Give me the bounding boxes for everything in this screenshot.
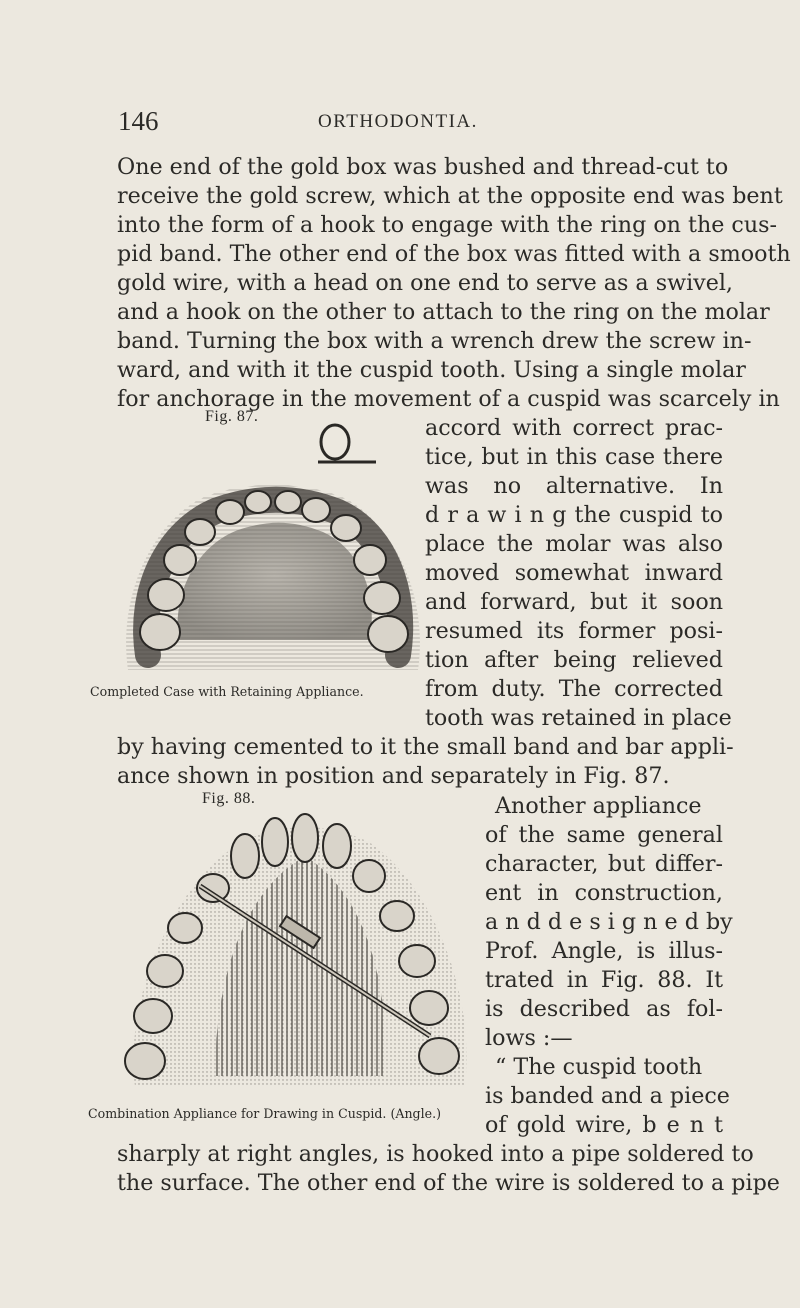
text-line: ance shown in position and separately in Fig. 87.	[117, 763, 670, 789]
figure-88-label: Fig. 88.	[202, 790, 256, 807]
text-line: “ The cuspid tooth	[495, 1054, 703, 1080]
text-line: place the molar was also	[425, 531, 723, 557]
figure-88-illustration	[105, 806, 500, 1094]
text-line: tion after being relieved	[425, 647, 723, 673]
text-line: pid band. The other end of the box was fitted with a smooth	[117, 241, 791, 267]
running-head: ORTHODONTIA.	[318, 111, 478, 132]
text-line: was no alternative. In	[425, 473, 723, 499]
text-line: gold wire, with a head on one end to serve as a swivel,	[117, 270, 733, 296]
text-line: band. Turning the box with a wrench drew the screw in-	[117, 328, 752, 354]
text-line: Prof. Angle, is illus-	[485, 938, 723, 964]
text-line: from duty. The corrected	[425, 676, 723, 702]
text-line: is described as fol-	[485, 996, 723, 1022]
text-line: of the same general	[485, 822, 723, 848]
text-line: d r a w i n g the cuspid to	[425, 502, 723, 528]
text-line: into the form of a hook to engage with the ring on the cus-	[117, 212, 778, 238]
text-line: of gold wire, b e n t	[485, 1112, 723, 1138]
text-line: sharply at right angles, is hooked into a pipe soldered to	[117, 1141, 754, 1167]
text-line: trated in Fig. 88. It	[485, 967, 723, 993]
text-line: and forward, but it soon	[425, 589, 723, 615]
text-line: One end of the gold box was bushed and thread-cut to	[117, 154, 729, 180]
text-line: moved somewhat inward	[425, 560, 723, 586]
text-line: for anchorage in the movement of a cuspid was scarcely in	[117, 386, 780, 412]
text-line: accord with correct prac-	[425, 415, 723, 441]
text-line: ward, and with it the cuspid tooth. Using a single molar	[117, 357, 746, 383]
text-line: by having cemented to it the small band and bar appli-	[117, 734, 734, 760]
text-line: resumed its former posi-	[425, 618, 723, 644]
figure-88-caption: Combination Appliance for Drawing in Cuspid. (Angle.)	[88, 1106, 442, 1121]
text-line: ent in construction,	[485, 880, 723, 906]
page-header	[0, 106, 800, 146]
text-line: tooth was retained in place	[425, 705, 732, 731]
text-line: a n d d e s i g n e d by	[485, 909, 733, 935]
figure-87-caption: Completed Case with Retaining Appliance.	[90, 684, 364, 699]
text-line: tice, but in this case there	[425, 444, 723, 470]
text-line: lows :—	[485, 1025, 573, 1051]
text-line: character, but differ-	[485, 851, 723, 877]
text-line: Another appliance	[495, 793, 702, 819]
text-line: receive the gold screw, which at the opposite end was bent	[117, 183, 783, 209]
figure-87-illustration	[108, 420, 438, 680]
page-number: 146	[118, 106, 159, 136]
text-line: the surface. The other end of the wire is soldered to a pipe	[117, 1170, 780, 1196]
figure-87-label: Fig. 87.	[205, 408, 259, 425]
text-line: is banded and a piece	[485, 1083, 730, 1109]
text-line: and a hook on the other to attach to the ring on the molar	[117, 299, 770, 325]
